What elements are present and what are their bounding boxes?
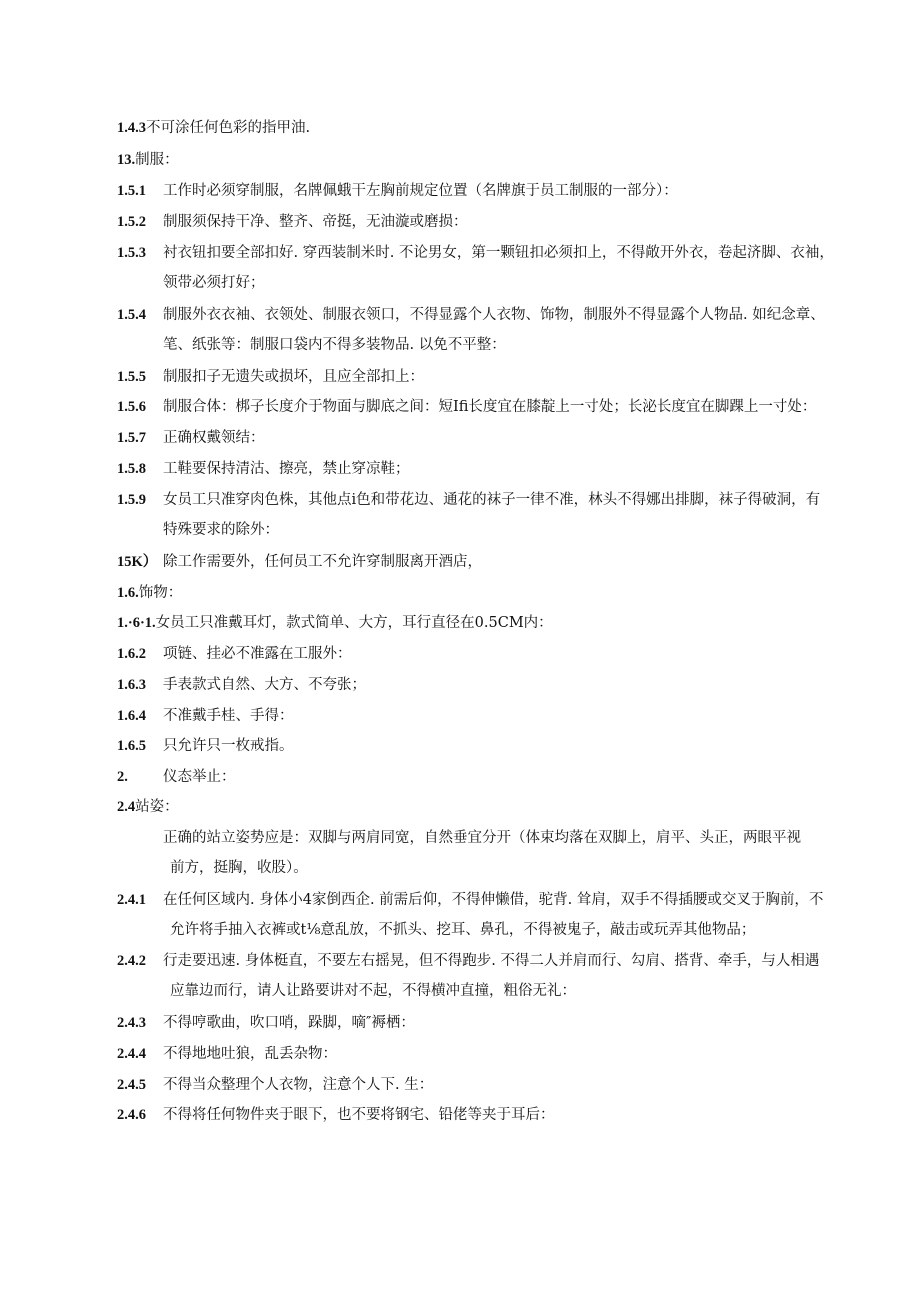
rule-1-5-7 <box>117 428 860 448</box>
rule-2-4-1 <box>117 890 860 910</box>
item-number: 2.4.6 <box>117 1107 146 1123</box>
rule-1-5-9-continuation: 特殊要求的除外： <box>163 522 279 538</box>
item-number: 1.6.3 <box>117 677 146 693</box>
rule-2-4-3 <box>117 1013 860 1033</box>
item-number: 1.6. <box>117 585 139 601</box>
item-number: 1.5.6 <box>117 399 146 415</box>
item-number: 1.·6·1. <box>117 615 156 631</box>
item-number: 2.4.2 <box>117 953 146 969</box>
rule-1-5-2 <box>117 212 860 232</box>
item-number: 2.4.1 <box>117 892 146 908</box>
rule-1-6-1 <box>117 613 860 633</box>
item-text: 制服： <box>135 152 179 168</box>
rule-2-4-6 <box>117 1105 860 1125</box>
item-text: 不得当众整理个人衣物，注意个人下. 生： <box>163 1077 434 1093</box>
item-number: 2. <box>117 769 128 785</box>
item-number: 1.6.4 <box>117 708 146 724</box>
item-text: 不可涂任何色彩的指甲油. <box>146 120 311 136</box>
item-number: 13. <box>117 152 136 168</box>
item-text: 饰物： <box>138 585 183 601</box>
item-text: 在任何区域内. 身体小4家倒西企. 前需后仰，不得伸懒借，驼背. 耸肩，双手不得插腰或交叉于胸前，不 <box>163 892 824 908</box>
rule-2-4-1-continuation: 允许将手抽入衣裤或t⅛意乱放，不抓头、挖耳、鼻孔，不得被鬼子，敲击或玩弄其他物品； <box>170 922 756 938</box>
item-number: 1.4.3 <box>117 120 146 136</box>
item-text: 工鞋要保持清沽、擦亮，禁止穿凉鞋； <box>163 461 410 477</box>
rule-1-4-3 <box>117 118 860 138</box>
rule-1-6-3 <box>117 675 860 695</box>
section-accessories-heading <box>117 583 860 603</box>
item-text: 制服须保持干净、整齐、帝挺，无油漩或磨损： <box>163 214 468 230</box>
rule-1-6-5 <box>117 736 860 756</box>
rule-1-5-5 <box>117 367 860 387</box>
item-text: 女员工只准穿肉色株，其他点i色和带花边、通花的袜子一律不准，林头不得娜出排脚，袜子得破洞，有 <box>163 492 821 508</box>
rule-1-5-4 <box>117 305 860 325</box>
item-number: 1.5.8 <box>117 461 146 477</box>
item-text: 工作时必须穿制服，名牌佩蛾干左胸前规定位置（名牌旗于员工制服的一部分）： <box>163 183 678 199</box>
item-number: 1.5.7 <box>117 430 146 446</box>
section-standing-heading <box>117 797 860 817</box>
rule-1-5-4-continuation: 笔、纸张等：制服口袋内不得多装物品. 以免不平整： <box>163 337 506 353</box>
item-text: 制服外衣衣袖、衣领处、制服衣领口，不得显露个人衣物、饰物，制服外不得显露个人物品. 如纪念章、 <box>163 307 825 323</box>
section-demeanor-heading <box>117 767 860 787</box>
item-number: 1.5.3 <box>117 245 146 261</box>
item-text: 仪态举止： <box>163 769 236 785</box>
rule-1-5-3-continuation: 领带必须打好； <box>163 275 265 291</box>
item-number: 1.6.2 <box>117 646 146 662</box>
rule-1-5-1 <box>117 181 860 201</box>
rule-1-5-6 <box>117 397 860 417</box>
standing-intro-continuation: 前方，挺胸，收股）。 <box>170 860 308 876</box>
item-text: 项链、挂必不准露在工服外： <box>163 646 352 662</box>
item-text: 除工作需要外，任何员工不允许穿制服离开酒店， <box>163 554 482 570</box>
item-text: 制服扣子无遗失或损坏，且应全部扣上： <box>163 369 424 385</box>
rule-2-4-2 <box>117 951 860 971</box>
item-text: 不得将任何物件夹于眼下，也不要将钢宅、铅佬等夹于耳后： <box>163 1107 555 1123</box>
standing-intro-paragraph <box>163 828 860 848</box>
rule-1-5-9 <box>117 490 860 510</box>
item-number: 2.4.5 <box>117 1077 146 1093</box>
rule-1-6-2 <box>117 644 860 664</box>
rule-2-4-5 <box>117 1075 860 1095</box>
item-number: 1.5.2 <box>117 214 146 230</box>
item-number: 2.4 <box>117 799 136 815</box>
item-text: 只允许只一枚戒指。 <box>163 738 294 754</box>
item-text: 女员工只准戴耳灯，款式简单、大方，耳行直径在0.5CM内： <box>155 615 553 631</box>
item-text: 衬衣钮扣要全部扣好. 穿西装制米时. 不论男女，第一颗钮扣必须扣上，不得敞开外衣，卷起济脚、衣袖， <box>163 245 834 261</box>
rule-2-4-2-continuation: 应靠边而行，请人让路要讲对不起，不得横冲直撞，粗俗无礼： <box>170 983 576 999</box>
item-number: 2.4.4 <box>117 1046 146 1062</box>
item-text: 不准戴手桂、手得： <box>163 708 294 724</box>
item-number: 1.5.4 <box>117 307 146 323</box>
rule-1-5-8 <box>117 459 860 479</box>
item-text: 不得地地吐狼，乱丢杂物： <box>163 1046 337 1062</box>
item-number: 1.5.9 <box>117 492 146 508</box>
item-text: 制服合体：梆子长度介于物面与脚底之间：短Ifi长度宜在膝靛上一寸处；长泌长度宜在脚踝上一寸处： <box>163 399 817 415</box>
item-number: 1.5.5 <box>117 369 146 385</box>
item-text: 正确权戴领结： <box>163 430 265 446</box>
item-number: 2.4.3 <box>117 1015 146 1031</box>
rule-1-5-3 <box>117 243 860 263</box>
item-text: 不得哼歌曲，吹口哨，跺脚，嘀″褥栖： <box>163 1015 415 1031</box>
section-uniform-heading <box>117 150 860 170</box>
rule-1-6-4 <box>117 706 860 726</box>
item-number: 1.5.1 <box>117 183 146 199</box>
rule-2-4-4 <box>117 1044 860 1064</box>
item-number: 1.6.5 <box>117 738 146 754</box>
item-text: 手表款式自然、大方、不夸张； <box>163 677 366 693</box>
item-number: 15K） <box>117 554 158 570</box>
item-text: 行走要迅速. 身体梃直，不要左右摇晃，但不得跑步. 不得二人并肩而行、勾肩、搭背、牵手，与人相遇 <box>163 953 820 969</box>
item-text: 正确的站立姿势应是：双脚与两肩同宽，自然垂宜分开（体束均落在双脚上，肩平、头正，两眼平视 <box>163 830 801 846</box>
rule-1-5-10 <box>117 552 860 572</box>
item-text: 站姿： <box>135 799 179 815</box>
